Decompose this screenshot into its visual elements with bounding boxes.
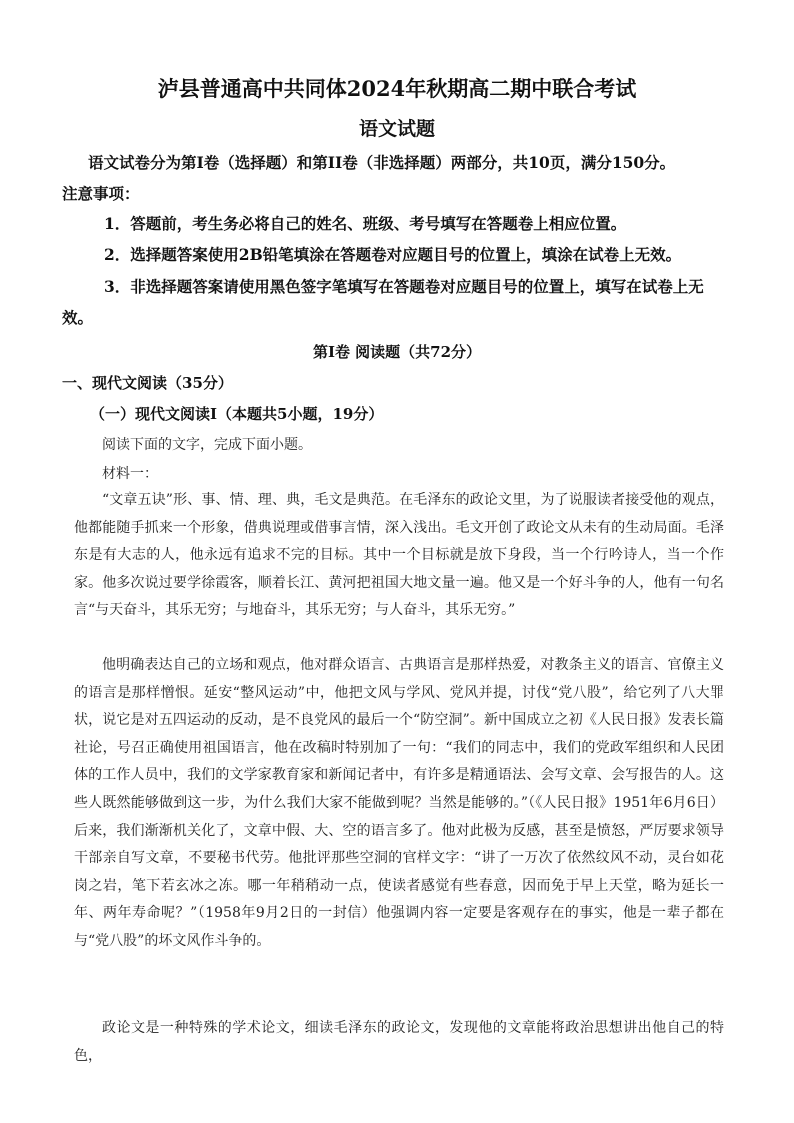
intro-text: 语文试卷分为第I卷（选择题）和第II卷（非选择题）两部分，共10页，满分150分。 [88, 153, 676, 172]
subpart-heading: （一）现代文阅读I（本题共5小题，19分） [90, 405, 384, 423]
notice-item-3: 3．非选择题答案请使用黑色签字笔填写在答题卷对应题目号的位置上，填写在试卷上无 [104, 277, 704, 296]
notice-item-2: 2．选择题答案使用2B铅笔填涂在答题卷对应题目号的位置上，填涂在试卷上无效。 [104, 245, 682, 264]
part-heading: 一、现代文阅读（35分） [62, 374, 233, 392]
paragraph-3: 政论文是一种特殊的学术论文，细读毛泽东的政论文，发现他的文章能将政治思想讲出他自己的特色， [74, 1020, 724, 1064]
reading-instruction: 阅读下面的文字，完成下面小题。 [102, 437, 312, 453]
notice-heading: 注意事项： [62, 184, 140, 203]
section-title: 第I卷 阅读题（共72分） [312, 343, 482, 361]
subject-title: 语文试题 [358, 118, 435, 140]
paragraph-2: 他明确表达自己的立场和观点，他对群众语言、古典语言是那样热爱，对教条主义的语言、官僚主义的语言是那样憎恨。延安“整风运动”中，他把文风与学风、党风并提，讨伐“党八股”，给它列了八大罪状，说它是对五四运动的反动，是不良党风的最后一个“防空洞”。新中国成立之初《人民日报》发表长篇社论，号召正确使用祖国语言，他在改稿时特别加了一句：“我们的同志中，我们的党政军组织和人民团体的工作人员中，我们的文学家教育家和新闻记者中，有许多是精通语法、会写文章、会写报告的人。这些人既然能够做到这一步，为什么我们大家不能做到呢？当然是能够的。”（《人民日报》1951年6月6日）后来，我们渐渐机关化了，文章中假、大、空的语言多了。他对此极为反感，甚至是愤怒，严厉要求领导干部亲自写文章，不要秘书代劳。他批评那些空洞的官样文字：“讲了一万次了依然纹风不动，灵台如花岗之岩，笔下若玄冰之冻。哪一年稍稍动一点，使读者感觉有些春意，因而免于早上天堂，略为延长一年、两年寿命呢？”（1958年9月2日的一封信）他强调内容一定要是客观存在的事实，他是一辈子都在与“党八股”的坏文风作斗争的。 [74, 657, 724, 949]
paragraph-1: “文章五诀”形、事、情、理、典，毛文是典范。在毛泽东的政论文里，为了说服读者接受他的观点，他都能随手抓来一个形象，借典说理或借事言情，深入浅出。毛文开创了政论文从未有的生动局面。毛泽东是有大志的人，他永远有追求不完的目标。其中一个目标就是放下身段，当一个行吟诗人，当一个作家。他多次说过要学徐霞客，顺着长江、黄河把祖国大地文量一遍。他又是一个好斗争的人，他有一句名言“与天奋斗，其乐无穷；与地奋斗，其乐无穷；与人奋斗，其乐无穷。” [74, 492, 724, 619]
notice-item-1: 1．答题前，考生务必将自己的姓名、班级、考号填写在答题卷上相应位置。 [104, 214, 627, 233]
notice-item-3-cont: 效。 [62, 308, 94, 327]
material-label: 材料一： [102, 466, 158, 482]
exam-title: 泸县普通高中共同体2024年秋期高二期中联合考试 [157, 76, 637, 101]
